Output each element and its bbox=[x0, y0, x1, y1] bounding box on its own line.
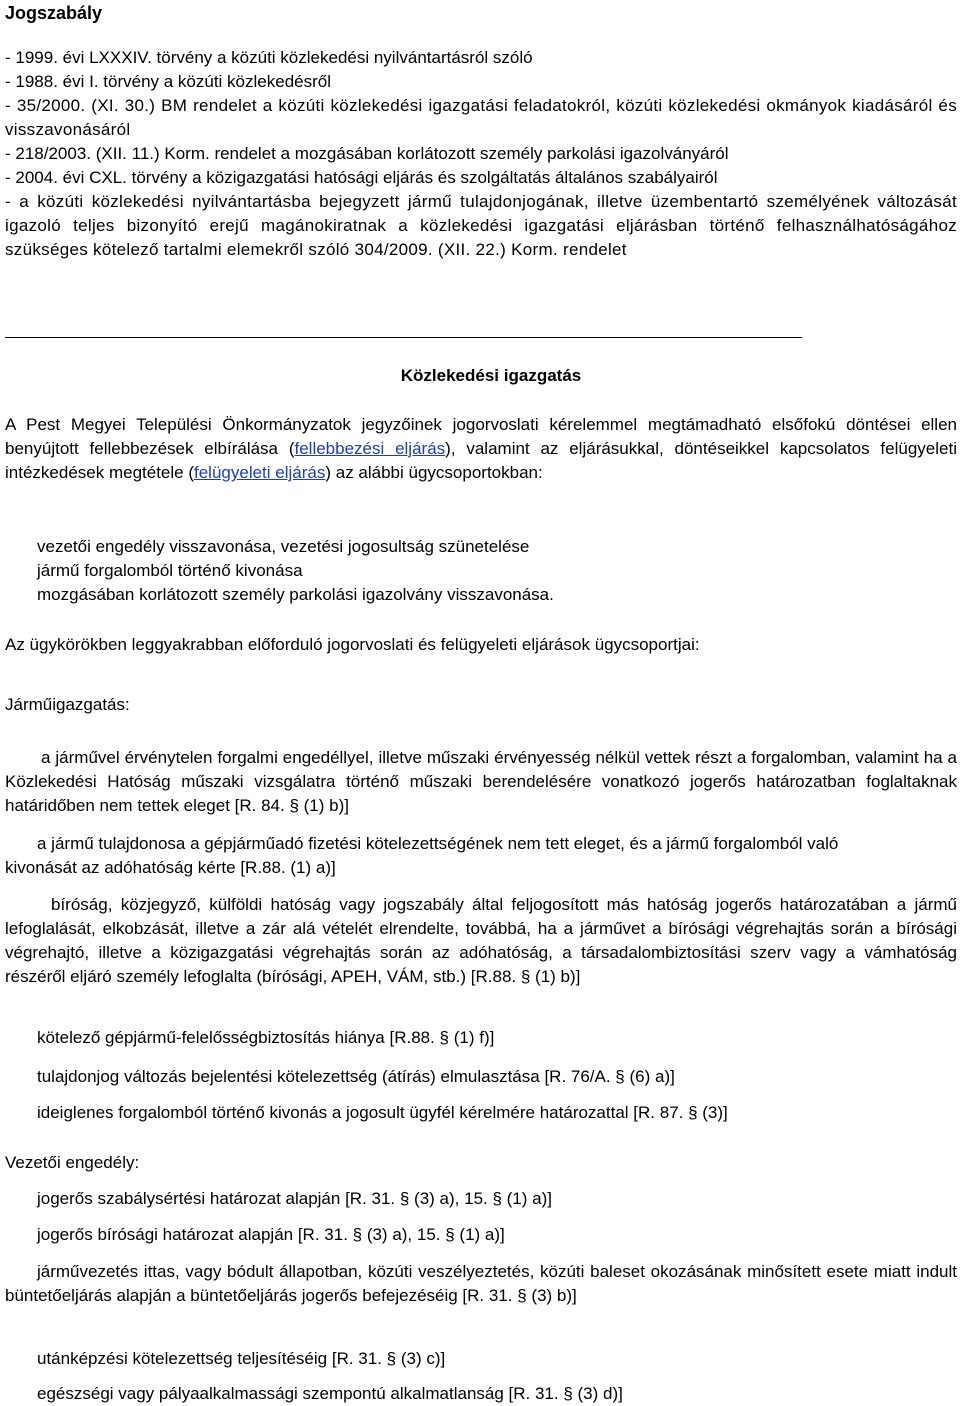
license-case-item: egészségi vagy pályaalkalmassági szempontú alkalmatlanság [R. 31. § (3) d)] bbox=[37, 1384, 623, 1403]
license-case-item: járművezetés ittas, vagy bódult állapotban, közúti veszélyeztetés, közúti baleset okozásának minősített esete miatt indult büntetőeljárás alapján a büntetőeljárás jogerős befejezéséig [R. 31. § (3) b)] bbox=[5, 1262, 957, 1305]
case-group-item: mozgásában korlátozott személy parkolási igazolvány visszavonása. bbox=[37, 585, 554, 604]
law-item: - 218/2003. (XII. 11.) Korm. rendelet a mozgásában korlátozott személy parkolási igazolványáról bbox=[5, 144, 729, 163]
intro-text: ), valamint az eljárásukkal, döntéseikkel kapcsolatos felügyeleti intézkedések megtétele ( bbox=[5, 439, 957, 482]
law-item: - 1988. évi I. törvény a közúti közlekedésről bbox=[5, 72, 331, 91]
license-case-item: jogerős szabálysértési határozat alapján [R. 31. § (3) a), 15. § (1) a)] bbox=[37, 1189, 552, 1208]
vehicle-admin-heading: Járműigazgatás: bbox=[5, 695, 130, 714]
vehicle-case-item: kötelező gépjármű-felelősségbiztosítás hiánya [R.88. § (1) f)] bbox=[37, 1028, 495, 1047]
law-item: - 1999. évi LXXXIV. törvény a közúti közlekedési nyilvántartásról szóló bbox=[5, 48, 533, 67]
case-group-item: jármű forgalomból történő kivonása bbox=[37, 561, 303, 580]
common-cases-heading: Az ügykörökben leggyakrabban előforduló jogorvoslati és felügyeleti eljárások ügycsoportjai: bbox=[5, 635, 700, 654]
case-group-item: vezetői engedély visszavonása, vezetési jogosultság szünetelése bbox=[37, 537, 530, 556]
intro-paragraph bbox=[5, 413, 957, 485]
law-item: - 2004. évi CXL. törvény a közigazgatási hatósági eljárás és szolgáltatás általános szabályairól bbox=[5, 168, 718, 187]
vehicle-case-item: tulajdonjog változás bejelentési kötelezettség (átírás) elmulasztása [R. 76/A. § (6) a)] bbox=[37, 1067, 675, 1086]
supervisory-procedure-link[interactable]: felügyeleti eljárás bbox=[194, 463, 326, 482]
law-item: - a közúti közlekedési nyilvántartásba bejegyzett jármű tulajdonjogának, illetve üzembentartó személyének változását igazoló teljes bizonyító erejű magánokiratnak a közlekedési igazgatási eljárásban történő felhasználhatóságához szükséges kötelező tartalmi elemekről szóló 304/2009. (XII. 22.) Korm. rendelet bbox=[5, 192, 957, 259]
section-title: Közlekedési igazgatás bbox=[400, 366, 582, 385]
vehicle-case-item: bíróság, közjegyző, külföldi hatóság vagy jogszabály által feljogosított más hatóság jogerős határozatában a jármű lefoglalását, elkobzását, illetve a zár alá vételét elrendelte, továbbá, ha a járművet a bírósági végrehajtás során a bírósági végrehajtó, illetve a közigazgatási végrehajtás során az adóhatóság, a társadalombiztosítási szerv vagy a vámhatóság részéről eljáró személy lefoglalta (bírósági, APEH, VÁM, stb.) [R.88. § (1) b)] bbox=[5, 895, 957, 986]
appeal-procedure-link[interactable]: fellebbezési eljárás bbox=[294, 439, 446, 458]
law-list bbox=[5, 46, 957, 262]
vehicle-case-item: ideiglenes forgalomból történő kivonás a jogosult ügyfél kérelmére határozattal [R. 87. § (3)] bbox=[37, 1103, 728, 1122]
law-item: - 35/2000. (XI. 30.) BM rendelet a közúti közlekedési igazgatási feladatokról, közúti közlekedési okmányok kiadásáról és visszavonásáról bbox=[5, 96, 957, 139]
license-heading: Vezetői engedély: bbox=[5, 1153, 140, 1172]
divider bbox=[5, 337, 802, 338]
license-case-item: jogerős bírósági határozat alapján [R. 31. § (3) a), 15. § (1) a)] bbox=[37, 1225, 505, 1244]
vehicle-case-item: a jármű tulajdonosa a gépjárműadó fizetési kötelezettségének nem tett eleget, és a jármű forgalomból való kivonását az adóhatóság kérte [R.88. (1) a)] bbox=[5, 834, 839, 877]
intro-text: ) az alábbi ügycsoportokban: bbox=[325, 463, 543, 482]
case-group-list bbox=[5, 535, 960, 607]
license-case-item: utánképzési kötelezettség teljesítéséig [R. 31. § (3) c)] bbox=[37, 1349, 446, 1368]
intro-text: A Pest Megyei Települési Önkormányzatok jegyzőinek jogorvoslati kérelemmel megtámadható elsőfokú döntései ellen benyújtott fellebbezések elbírálása ( bbox=[5, 415, 957, 458]
page-heading: Jogszabály bbox=[5, 3, 103, 23]
vehicle-case-item: a járművel érvénytelen forgalmi engedéllyel, illetve műszaki érvényesség nélkül vettek részt a forgalomban, valamint ha a Közlekedési Hatóság műszaki vizsgálatra történő műszaki berendelésére vonatkozó jogerős határozatban foglaltaknak határidőben nem tettek eleget [R. 84. § (1) b)] bbox=[5, 748, 957, 815]
